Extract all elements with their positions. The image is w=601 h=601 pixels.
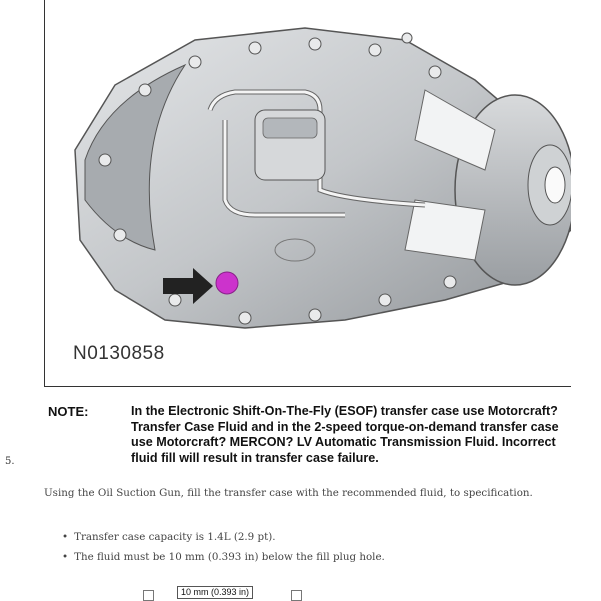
- step-instruction: Using the Oil Suction Gun, fill the transfer case with the recommended fluid, to specification.: [44, 487, 533, 499]
- list-item: • Transfer case capacity is 1.4L (2.9 pt).: [62, 527, 385, 547]
- spec-list: [62, 527, 385, 567]
- step-number: 5.: [5, 456, 15, 467]
- transfer-case-drawing: [45, 0, 571, 386]
- checkbox-right[interactable]: [291, 590, 302, 601]
- fill-plug-marker-icon: [216, 272, 238, 294]
- transfer-case-illustration: [44, 0, 571, 387]
- figure-id-label: N0130858: [73, 343, 165, 364]
- note-label: NOTE:: [48, 404, 89, 419]
- list-item: • The fluid must be 10 mm (0.393 in) below the fill plug hole.: [62, 547, 385, 567]
- dimension-label: 10 mm (0.393 in): [177, 586, 253, 599]
- dimension-row: [0, 586, 601, 599]
- checkbox-left[interactable]: [143, 590, 154, 601]
- note-text: In the Electronic Shift-On-The-Fly (ESOF) transfer case use Motorcraft? Transfer Case Fluid and in the 2-speed torque-on-demand transfer case use Motorcraft? MERCON? LV Automatic Transmission Fluid. Incorrect fluid fill will result in transfer case failure.: [131, 404, 559, 465]
